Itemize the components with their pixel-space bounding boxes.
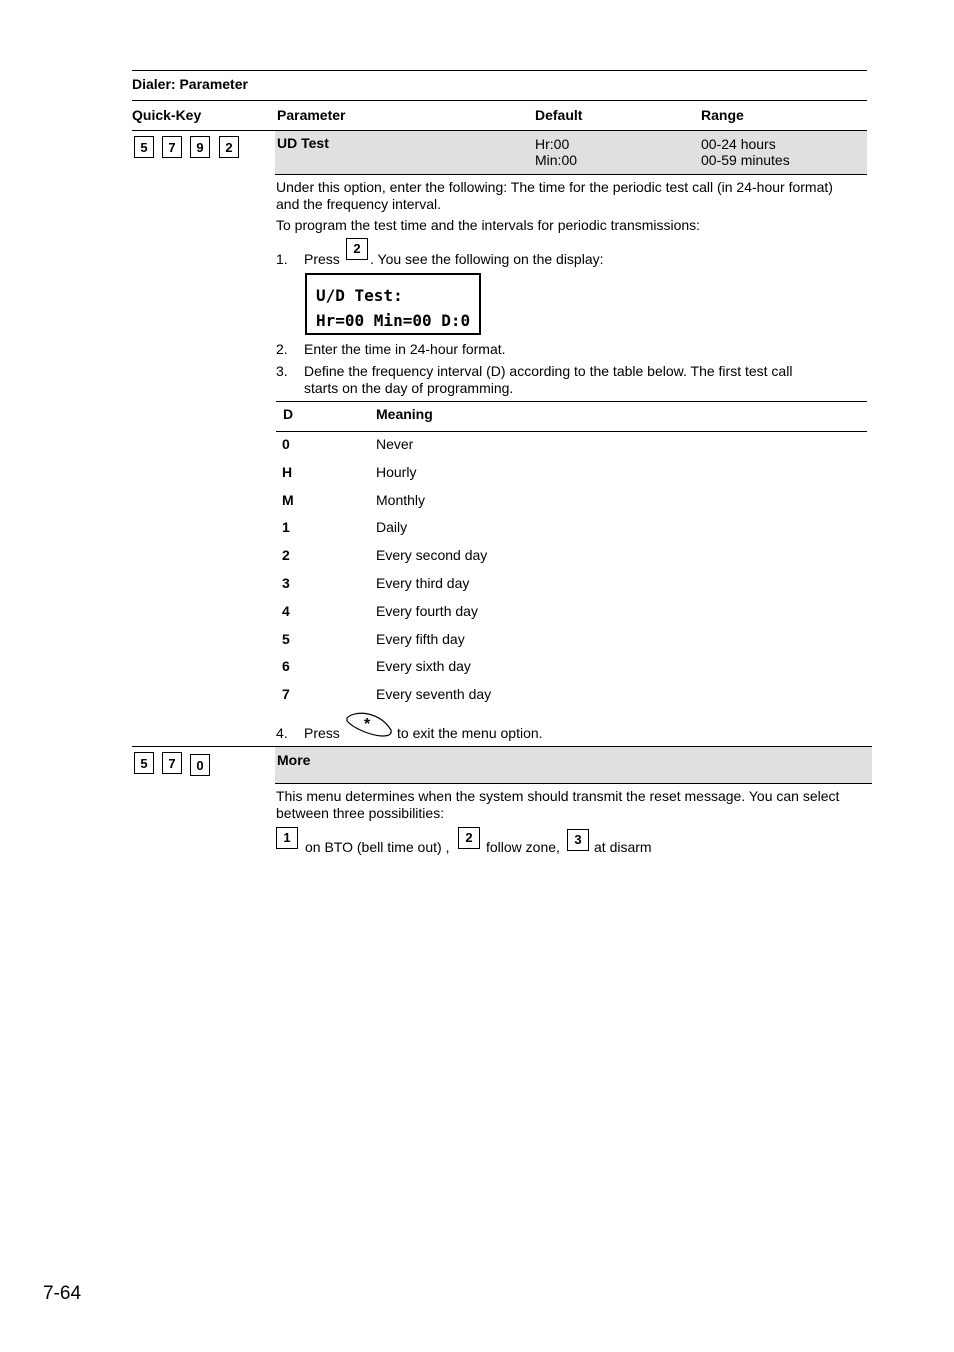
d-value: 5 (282, 630, 290, 647)
quick-key-7-more: 7 (162, 752, 182, 774)
lcd-display (305, 273, 481, 335)
more-row-rule (275, 783, 872, 784)
top-rule (132, 70, 867, 71)
col-parameter-header: Parameter (277, 107, 346, 123)
meaning-column-header: Meaning (376, 406, 433, 422)
d-meaning: Hourly (376, 463, 417, 480)
step4-rest: to exit the menu option. (397, 725, 543, 741)
d-value: 6 (282, 658, 290, 675)
d-value: 1 (282, 519, 290, 536)
step1-press: Press (304, 251, 340, 267)
page-number: 7-64 (43, 1283, 82, 1304)
d-meaning: Monthly (376, 491, 426, 508)
d-value: 0 (282, 436, 290, 452)
ud-test-intro: Under this option, enter the following: The time for the periodic test call (in 24-hour format) and the frequency interval. (276, 179, 833, 212)
quick-key-0-more: 0 (190, 754, 210, 776)
d-meaning: Never (376, 436, 414, 452)
key-1-icon: 1 (276, 827, 298, 849)
col-quick-key-header: Quick-Key (132, 107, 202, 123)
option-3-text: at disarm (594, 839, 652, 855)
ud-test-title: UD Test (277, 135, 329, 151)
d-meaning: Every fifth day (376, 630, 465, 647)
step3-number: 3. (276, 363, 288, 379)
more-description: This menu determines when the system should transmit the reset message. You can select between three possibilities: (276, 788, 840, 821)
section-title: Dialer: Parameter (132, 76, 248, 92)
d-value: 4 (282, 602, 290, 619)
quick-key-5-more: 5 (134, 752, 154, 774)
star-key-label: * (364, 716, 371, 733)
d-value: 3 (282, 575, 290, 591)
key-2-option-icon: 2 (458, 827, 480, 849)
d-meaning: Every sixth day (376, 658, 471, 675)
d-value: 2 (282, 547, 290, 564)
step2-text: Enter the time in 24-hour format. (304, 341, 506, 357)
step4-number: 4. (276, 725, 288, 741)
header-rule (132, 100, 867, 101)
col-range-header: Range (701, 107, 744, 123)
d-table-header-rule (276, 431, 867, 432)
quick-key-9: 9 (190, 136, 210, 158)
d-meaning: Every second day (376, 547, 488, 564)
option-1-text: on BTO (bell time out) , (305, 839, 450, 855)
more-title: More (277, 752, 311, 768)
d-column-header: D (283, 406, 294, 422)
d-table-top-rule (276, 401, 867, 402)
step4-press: Press (304, 725, 340, 741)
d-meaning: Every fourth day (376, 602, 478, 619)
step2-number: 2. (276, 341, 288, 357)
d-value: 7 (282, 686, 290, 703)
d-meaning: Daily (376, 519, 408, 536)
key-3-icon: 3 (567, 829, 589, 851)
d-value: M (282, 491, 294, 508)
ud-test-range-minutes: 00-59 minutes (701, 152, 790, 168)
ud-test-range-hours: 00-24 hours (701, 136, 776, 152)
lcd-line-1: U/D Test: (316, 286, 403, 305)
step1-rest: . You see the following on the display: (370, 251, 604, 267)
ud-test-default-hr: Hr:00 (535, 136, 570, 152)
step1-number: 1. (276, 251, 288, 267)
d-value: H (282, 463, 293, 480)
ud-test-row-rule (275, 174, 867, 175)
ud-test-program-text: To program the test time and the intervals for periodic transmissions: (276, 217, 701, 233)
more-row-shade (275, 747, 872, 783)
quick-key-5: 5 (134, 136, 154, 158)
option-2-text: follow zone, (486, 839, 560, 855)
d-meaning: Every third day (376, 575, 470, 591)
key-2-icon: 2 (346, 238, 368, 260)
lcd-line-2: Hr=00 Min=00 D:0 (316, 311, 471, 330)
d-meaning: Every seventh day (376, 686, 492, 703)
star-key-icon (345, 712, 393, 738)
step3-text: Define the frequency interval (D) according to the table below. The first test call starts on the day of programming. (304, 363, 793, 396)
quick-key-2: 2 (219, 136, 239, 158)
col-default-header: Default (535, 107, 583, 123)
ud-test-default-min: Min:00 (535, 152, 578, 168)
quick-key-7: 7 (162, 136, 182, 158)
